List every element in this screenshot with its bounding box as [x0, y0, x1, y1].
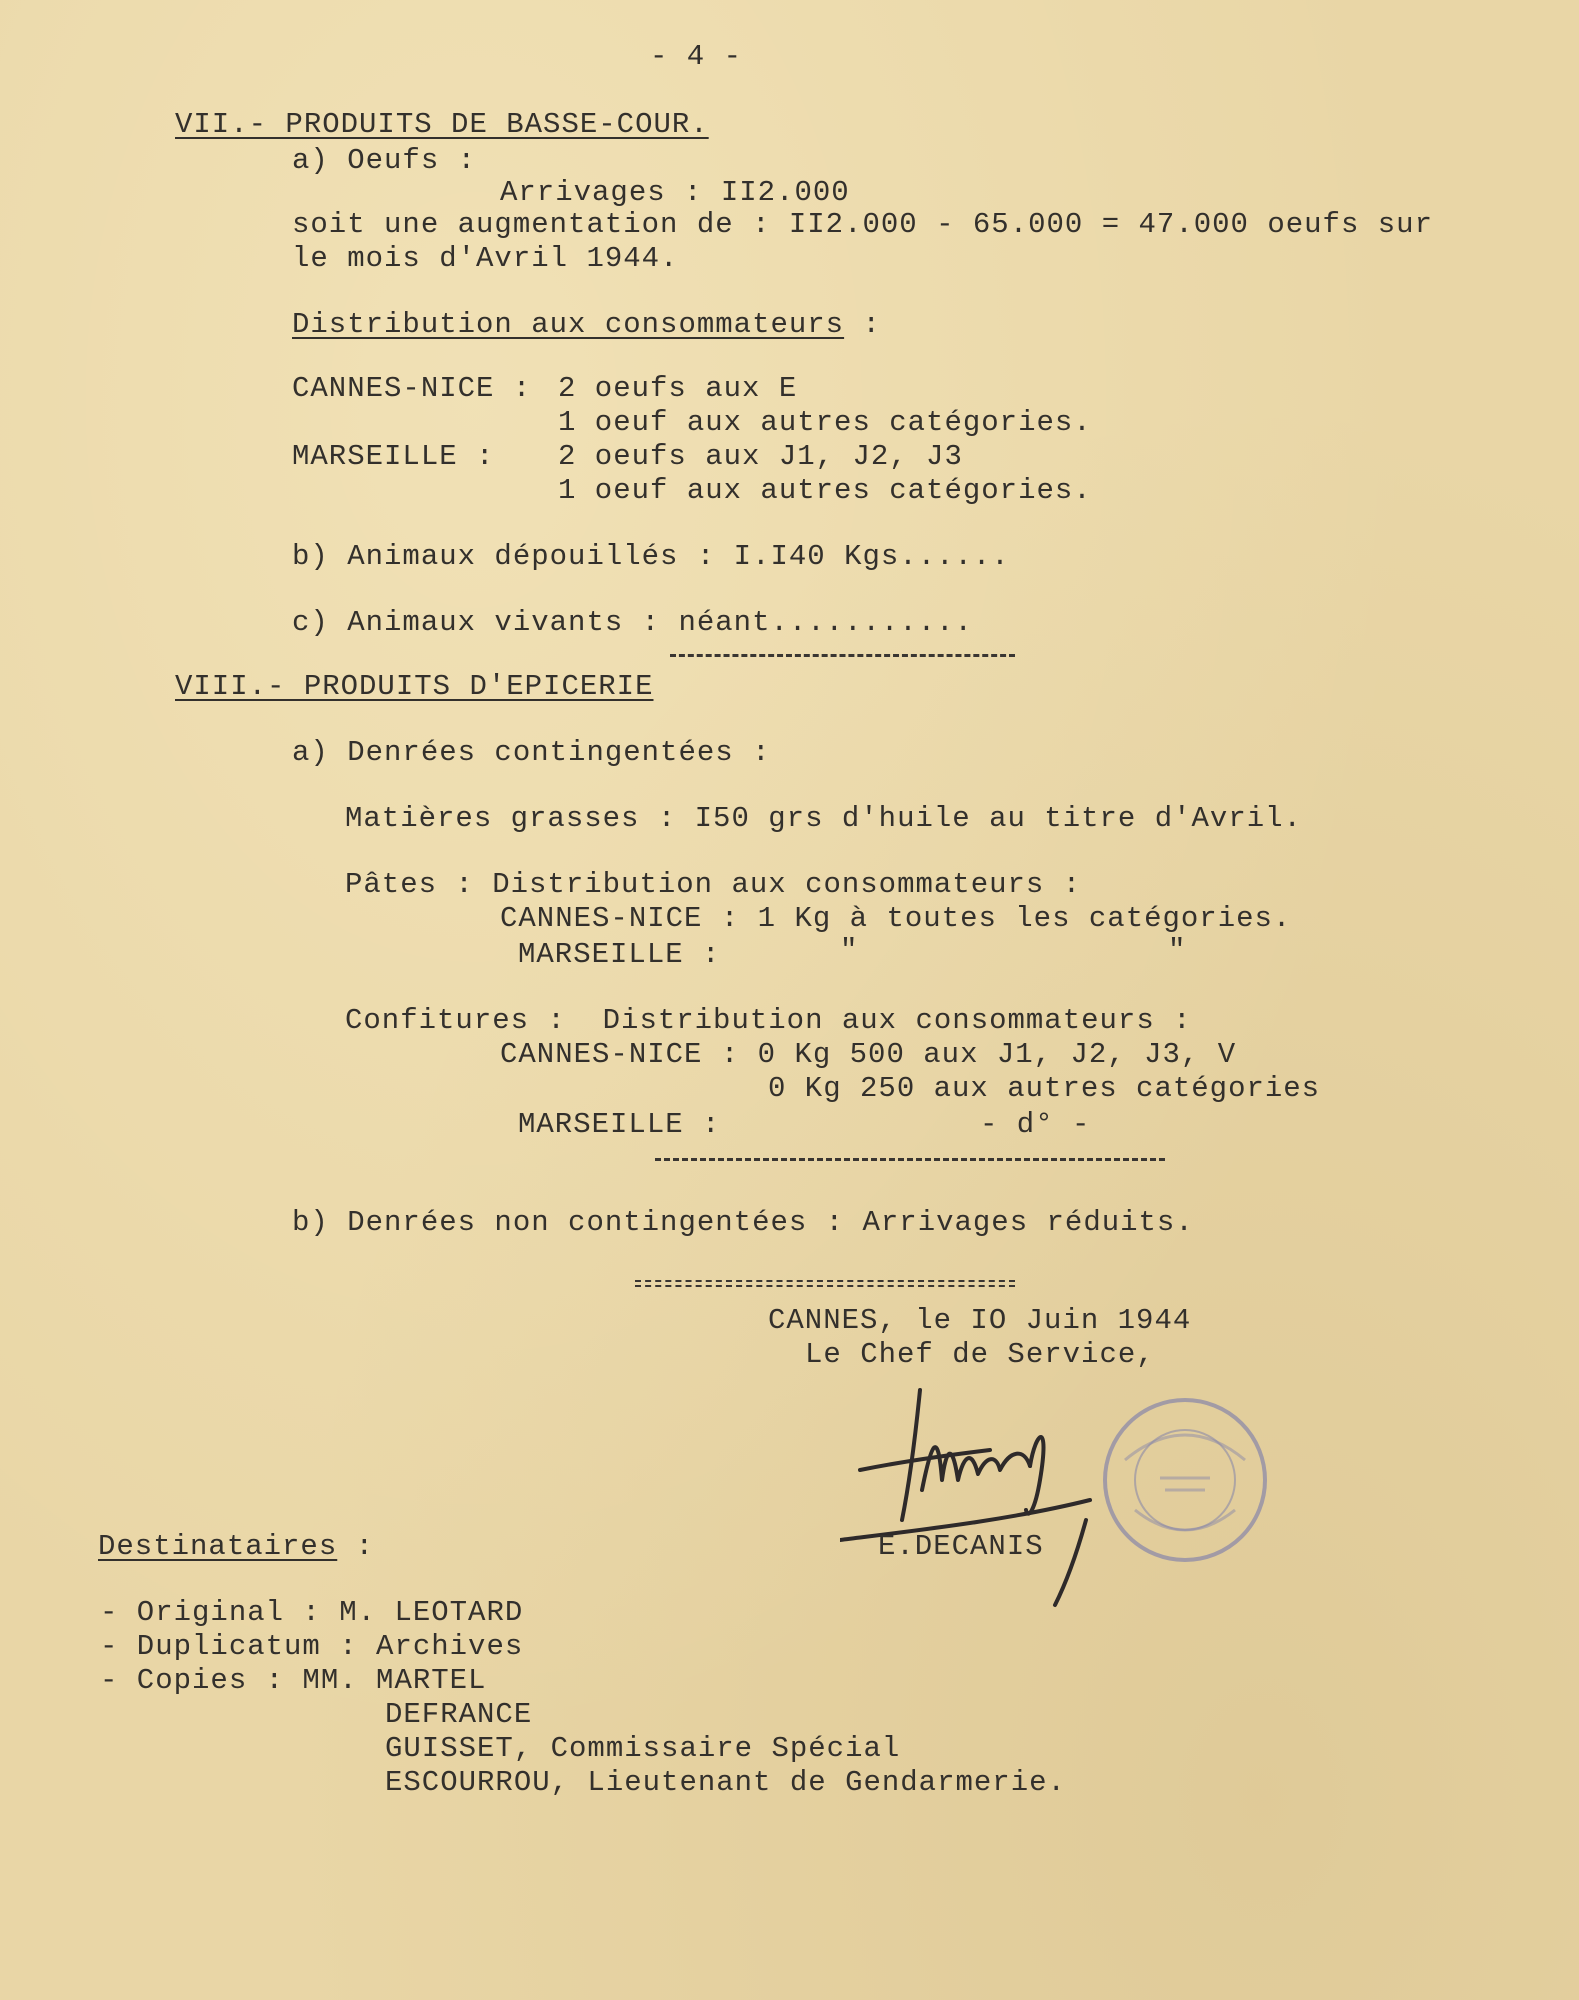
eggs-arrivages: Arrivages : II2.000 [500, 176, 850, 209]
section-viii-title: VIII.- PRODUITS D'EPICERIE [175, 670, 654, 703]
live-animals-line: c) Animaux vivants : néant........... [292, 606, 973, 639]
jam-marseille-label: MARSEILLE : [518, 1108, 721, 1141]
jam-heading: Confitures : Distribution aux consommateurs : [345, 1004, 1192, 1037]
eggs-cannes-nice-label: CANNES-NICE : [292, 372, 532, 405]
non-rationed-goods-line: b) Denrées non contingentées : Arrivages réduits. [292, 1206, 1194, 1239]
eggs-marseille-line-1: 2 oeufs aux J1, J2, J3 [558, 440, 963, 473]
eggs-cannes-nice-line-1: 2 oeufs aux E [558, 372, 798, 405]
pasta-marseille-ditto: " [840, 934, 859, 967]
distribution-heading-colon: : [844, 308, 881, 341]
recipients-heading [98, 1530, 374, 1564]
skinned-animals-line: b) Animaux dépouillés : I.I40 Kgs...... [292, 540, 1010, 573]
signatory-name: E.DECANIS [878, 1530, 1044, 1563]
place-date: CANNES, le IO Juin 1944 [768, 1304, 1192, 1337]
pasta-cannes-nice: CANNES-NICE : 1 Kg à toutes les catégories. [500, 902, 1292, 935]
recipients-heading-text: Destinataires [98, 1530, 338, 1563]
recipient-copies-defrance: DEFRANCE [385, 1698, 533, 1731]
eggs-cannes-nice-line-2: 1 oeuf aux autres catégories. [558, 406, 1092, 439]
recipient-copies-guisset: GUISSET, Commissaire Spécial [385, 1732, 901, 1765]
eggs-increase-line-2: le mois d'Avril 1944. [292, 242, 679, 275]
signatory-role: Le Chef de Service, [805, 1338, 1155, 1371]
official-stamp [1095, 1390, 1275, 1570]
signature-image [840, 1370, 1100, 1610]
pasta-marseille-ditto-2: " [1168, 934, 1187, 967]
recipient-original: - Original : M. LEOTARD [100, 1596, 524, 1629]
recipients-heading-colon: : [337, 1530, 375, 1563]
closing-divider [635, 1280, 1015, 1282]
page-number: - 4 - [650, 40, 743, 73]
jam-cannes-nice-2: 0 Kg 250 aux autres catégories [768, 1072, 1321, 1105]
eggs-marseille-line-2: 1 oeuf aux autres catégories. [558, 474, 1092, 507]
eggs-label: a) Oeufs : [292, 144, 477, 177]
eggs-increase-line-1: soit une augmentation de : II2.000 - 65.000 = 47.000 oeufs sur [292, 208, 1433, 241]
section-vii-title: VII.- PRODUITS DE BASSE-COUR. [175, 108, 709, 141]
recipient-copies-escourrou: ESCOURROU, Lieutenant de Gendarmerie. [385, 1766, 1066, 1799]
rationed-goods-label: a) Denrées contingentées : [292, 736, 771, 769]
recipient-duplicatum: - Duplicatum : Archives [100, 1630, 524, 1663]
jam-marseille-value: - d° - [980, 1108, 1091, 1141]
distribution-heading-text: Distribution aux consommateurs [292, 308, 845, 341]
section-divider [670, 654, 1015, 657]
pasta-marseille-label: MARSEILLE : [518, 938, 721, 971]
eggs-marseille-label: MARSEILLE : [292, 440, 495, 473]
jam-divider [655, 1158, 1165, 1161]
pasta-heading: Pâtes : Distribution aux consommateurs : [345, 868, 1082, 901]
fats-line: Matières grasses : I50 grs d'huile au titre d'Avril. [345, 802, 1302, 835]
jam-cannes-nice: CANNES-NICE : 0 Kg 500 aux J1, J2, J3, V [500, 1038, 1237, 1071]
recipient-copies: - Copies : MM. MARTEL [100, 1664, 487, 1697]
distribution-heading [292, 308, 881, 342]
